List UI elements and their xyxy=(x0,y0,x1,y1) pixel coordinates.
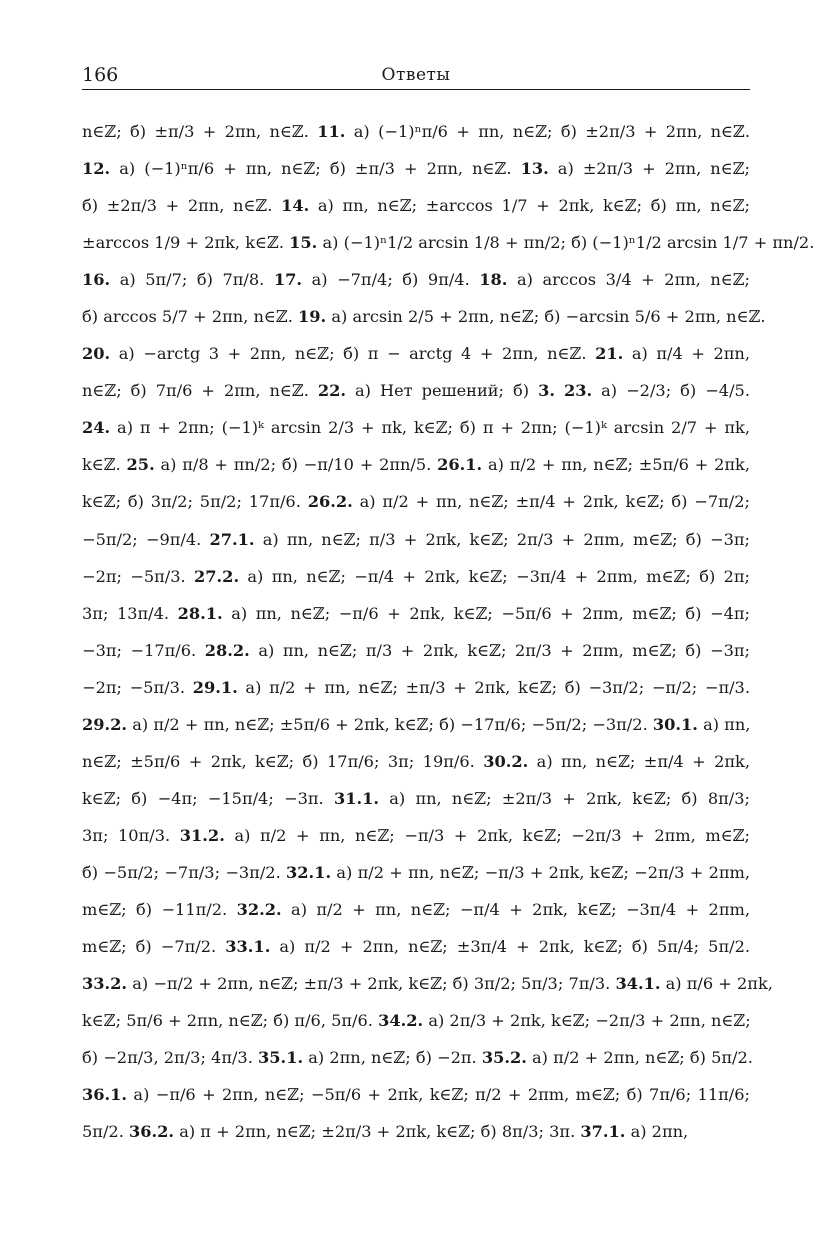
problem-number: 26.1. xyxy=(437,455,483,475)
problem-number: 3. xyxy=(538,381,555,401)
problem-number: 31.2. xyxy=(179,825,225,845)
problem-number: 27.1. xyxy=(209,529,255,549)
problem-number: 20. xyxy=(82,344,111,364)
problem-number: 13. xyxy=(520,159,549,179)
problem-number: 19. xyxy=(298,307,327,327)
answer-line: ±arccos 1/9 + 2πk, k∈ℤ. 15. а) (−1)ⁿ1/2 arcsin 1/8 + πn/2; б) (−1)ⁿ1/2 arcsin 1/7 + πn/2. xyxy=(82,233,815,253)
header-rule xyxy=(82,89,750,90)
problem-number: 30.2. xyxy=(483,751,529,771)
answer-line: б) −5π/2; −7π/3; −3π/2. 32.1. а) π/2 + πn, n∈ℤ; −π/3 + 2πk, k∈ℤ; −2π/3 + 2πm, xyxy=(82,862,750,882)
problem-number: 35.1. xyxy=(258,1048,304,1068)
answer-line: k∈ℤ. 25. а) π/8 + πn/2; б) −π/10 + 2πn/5. 26.1. а) π/2 + πn, n∈ℤ; ±5π/6 + 2πk, xyxy=(82,455,750,475)
problem-number: 18. xyxy=(479,270,508,290)
running-title: Ответы xyxy=(381,65,451,85)
answer-line: n∈ℤ; б) 7π/6 + 2πn, n∈ℤ. 22. а) Нет решений; б) 3. 23. а) −2/3; б) −4/5. xyxy=(82,381,750,401)
problem-number: 34.2. xyxy=(378,1011,424,1031)
answer-line: m∈ℤ; б) −11π/2. 32.2. а) π/2 + πn, n∈ℤ; −π/4 + 2πk, k∈ℤ; −3π/4 + 2πm, xyxy=(82,899,750,919)
problem-number: 28.2. xyxy=(204,640,250,660)
problem-number: 33.1. xyxy=(225,937,271,957)
problem-number: 36.1. xyxy=(82,1085,128,1105)
problem-number: 34.1. xyxy=(615,974,661,994)
problem-number: 14. xyxy=(281,196,310,216)
problem-number: 21. xyxy=(595,344,624,364)
problem-number: 29.2. xyxy=(82,714,128,734)
answer-line: k∈ℤ; б) 3π/2; 5π/2; 17π/6. 26.2. а) π/2 + πn, n∈ℤ; ±π/4 + 2πk, k∈ℤ; б) −7π/2; xyxy=(82,492,750,512)
problem-number: 31.1. xyxy=(333,788,379,808)
problem-number: 25. xyxy=(126,455,155,475)
problem-number: 16. xyxy=(82,270,111,290)
problem-number: 15. xyxy=(289,233,318,253)
answer-line: б) ±2π/3 + 2πn, n∈ℤ. 14. а) πn, n∈ℤ; ±arccos 1/7 + 2πk, k∈ℤ; б) πn, n∈ℤ; xyxy=(82,196,750,216)
answer-line: 3π; 13π/4. 28.1. а) πn, n∈ℤ; −π/6 + 2πk, k∈ℤ; −5π/6 + 2πm, m∈ℤ; б) −4π; xyxy=(82,603,750,623)
problem-number: 37.1. xyxy=(580,1122,626,1142)
problem-number: 12. xyxy=(82,159,111,179)
answer-line: 36.1. а) −π/6 + 2πn, n∈ℤ; −5π/6 + 2πk, k∈ℤ; π/2 + 2πm, m∈ℤ; б) 7π/6; 11π/6; xyxy=(82,1085,750,1105)
problem-number: 22. xyxy=(317,381,347,401)
problem-number: 36.2. xyxy=(128,1122,175,1142)
problem-number: 24. xyxy=(82,418,111,438)
problem-number: 32.1. xyxy=(286,862,332,882)
answer-line: 29.2. а) π/2 + πn, n∈ℤ; ±5π/6 + 2πk, k∈ℤ; б) −17π/6; −5π/2; −3π/2. 30.1. а) πn, xyxy=(82,714,751,734)
answer-line: 5π/2. 36.2. а) π + 2πn, n∈ℤ; ±2π/3 + 2πk, k∈ℤ; б) 8π/3; 3π. 37.1. а) 2πn, xyxy=(82,1122,689,1142)
problem-number: 28.1. xyxy=(177,603,223,623)
answers-body xyxy=(82,113,815,1150)
answer-line: −5π/2; −9π/4. 27.1. а) πn, n∈ℤ; π/3 + 2πk, k∈ℤ; 2π/3 + 2πm, m∈ℤ; б) −3π; xyxy=(82,529,750,549)
answer-line: 20. а) −arctg 3 + 2πn, n∈ℤ; б) π − arctg 4 + 2πn, n∈ℤ. 21. а) π/4 + 2πn, xyxy=(82,344,750,364)
page-header xyxy=(82,60,750,90)
problem-number: 29.1. xyxy=(192,677,238,697)
answer-line: 33.2. а) −π/2 + 2πn, n∈ℤ; ±π/3 + 2πk, k∈ℤ; б) 3π/2; 5π/3; 7π/3. 34.1. а) π/6 + 2πk, xyxy=(82,974,773,994)
answer-line: −3π; −17π/6. 28.2. а) πn, n∈ℤ; π/3 + 2πk, k∈ℤ; 2π/3 + 2πm, m∈ℤ; б) −3π; xyxy=(82,640,750,660)
answer-line: б) −2π/3, 2π/3; 4π/3. 35.1. а) 2πn, n∈ℤ; б) −2π. 35.2. а) π/2 + 2πn, n∈ℤ; б) 5π/2. xyxy=(82,1048,753,1068)
problem-number: 26.2. xyxy=(307,492,353,512)
answer-line: 12. а) (−1)ⁿπ/6 + πn, n∈ℤ; б) ±π/3 + 2πn, n∈ℤ. 13. а) ±2π/3 + 2πn, n∈ℤ; xyxy=(82,159,750,179)
problem-number: 32.2. xyxy=(236,899,282,919)
answer-line: −2π; −5π/3. 29.1. а) π/2 + πn, n∈ℤ; ±π/3 + 2πk, k∈ℤ; б) −3π/2; −π/2; −π/3. xyxy=(82,677,751,697)
problem-number: 11. xyxy=(317,122,346,141)
answer-line: б) arccos 5/7 + 2πn, n∈ℤ. 19. а) arcsin 2/5 + 2πn, n∈ℤ; б) −arcsin 5/6 + 2πn, n∈ℤ. xyxy=(82,307,766,327)
answer-line: n∈ℤ; ±5π/6 + 2πk, k∈ℤ; б) 17π/6; 3π; 19π/6. 30.2. а) πn, n∈ℤ; ±π/4 + 2πk, xyxy=(82,751,751,771)
problem-number: 17. xyxy=(273,270,303,290)
answer-line: 24. а) π + 2πn; (−1)ᵏ arcsin 2/3 + πk, k∈ℤ; б) π + 2πn; (−1)ᵏ arcsin 2/7 + πk, xyxy=(82,418,750,438)
answer-line: m∈ℤ; б) −7π/2. 33.1. а) π/2 + 2πn, n∈ℤ; ±3π/4 + 2πk, k∈ℤ; б) 5π/4; 5π/2. xyxy=(82,937,751,957)
answer-line: n∈ℤ; б) ±π/3 + 2πn, n∈ℤ. 11. а) (−1)ⁿπ/6 + πn, n∈ℤ; б) ±2π/3 + 2πn, n∈ℤ. xyxy=(82,122,750,141)
problem-number: 35.2. xyxy=(481,1048,527,1068)
answer-line: 16. а) 5π/7; б) 7π/8. 17. а) −7π/4; б) 9π/4. 18. а) arccos 3/4 + 2πn, n∈ℤ; xyxy=(82,270,750,290)
problem-number: 23. xyxy=(563,381,593,401)
answer-line: k∈ℤ; 5π/6 + 2πn, n∈ℤ; б) π/6, 5π/6. 34.2. а) 2π/3 + 2πk, k∈ℤ; −2π/3 + 2πn, n∈ℤ; xyxy=(82,1011,751,1031)
problem-number: 30.1. xyxy=(652,714,698,734)
answer-line: −2π; −5π/3. 27.2. а) πn, n∈ℤ; −π/4 + 2πk, k∈ℤ; −3π/4 + 2πm, m∈ℤ; б) 2π; xyxy=(82,566,750,586)
answer-line: k∈ℤ; б) −4π; −15π/4; −3π. 31.1. а) πn, n∈ℤ; ±2π/3 + 2πk, k∈ℤ; б) 8π/3; xyxy=(82,788,750,808)
answer-line: 3π; 10π/3. 31.2. а) π/2 + πn, n∈ℤ; −π/3 + 2πk, k∈ℤ; −2π/3 + 2πm, m∈ℤ; xyxy=(82,825,750,845)
problem-number: 27.2. xyxy=(194,566,240,586)
page-number: 166 xyxy=(82,64,119,86)
problem-number: 33.2. xyxy=(82,974,128,994)
